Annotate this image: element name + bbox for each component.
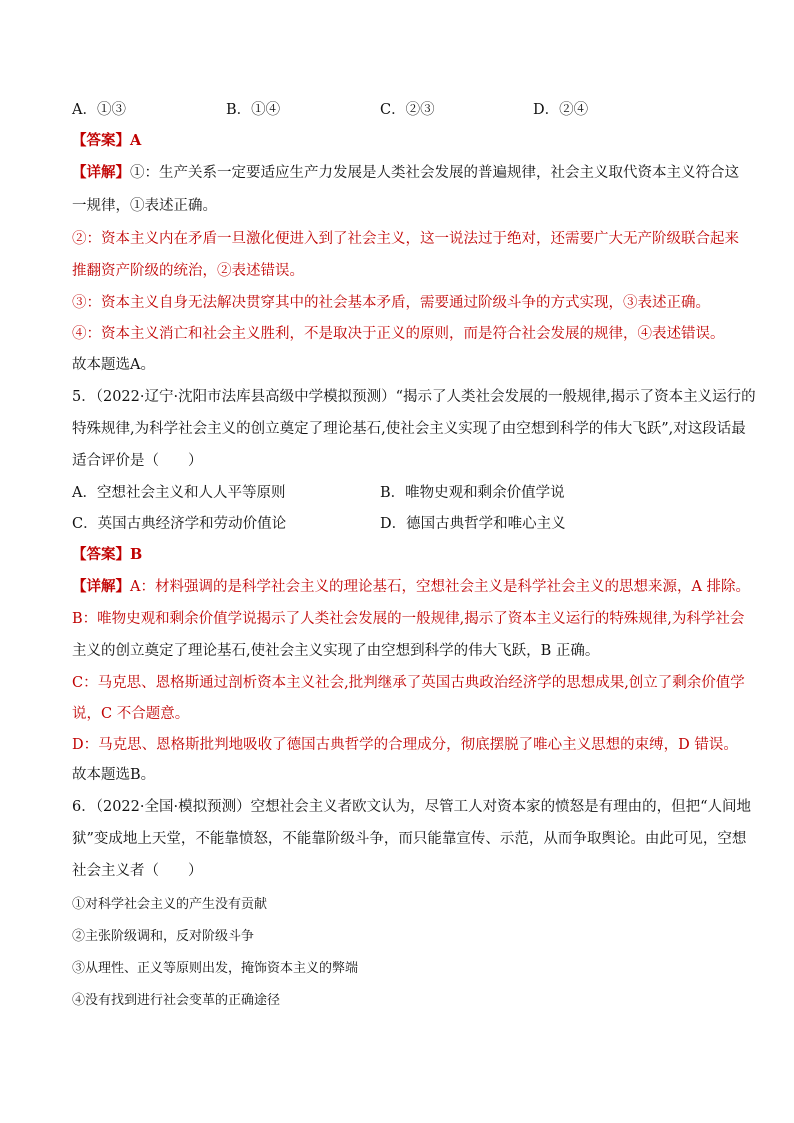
detail-tag: 【详解】 <box>72 164 130 181</box>
question-stem: 狱”变成地上天堂，不能靠愤怒，不能靠阶级斗争，而只能靠宣传、示范，从而争取舆论。由此可见，空想 <box>72 831 747 847</box>
statement-item: ③从理性、正义等原则出发，掩饰资本主义的弊端 <box>72 961 359 976</box>
option-b: B．①④ <box>226 102 281 118</box>
option-d: D．德国古典哲学和唯心主义 <box>380 516 566 532</box>
question-stem: 社会主义者（ ） <box>72 863 203 879</box>
option-c: C．英国古典经济学和劳动价值论 <box>72 516 287 532</box>
detail-line <box>72 163 739 183</box>
statement-item: ①对科学社会主义的产生没有贡献 <box>72 897 268 912</box>
detail-line: D：马克思、恩格斯批判地吸收了德国古典哲学的合理成分，彻底摆脱了唯心主义思想的束缚，D 错误。 <box>72 737 738 753</box>
option-c: C．②③ <box>380 102 435 118</box>
option-a: A．空想社会主义和人人平等原则 <box>72 485 286 501</box>
detail-text: A：材料强调的是科学社会主义的理论基石，空想社会主义是科学社会主义的思想来源，A 排除。 <box>130 579 751 595</box>
detail-line: 主义的创立奠定了理论基石,使社会主义实现了由空想到科学的伟大飞跃，B 正确。 <box>72 643 600 659</box>
question-stem: 特殊规律,为科学社会主义的创立奠定了理论基石,使社会主义实现了由空想到科学的伟大飞跃”,对这段话最 <box>72 421 746 437</box>
answer-label: 【答案】B <box>72 546 143 563</box>
detail-text: ①：生产关系一定要适应生产力发展是人类社会发展的普遍规律，社会主义取代资本主义符合这 <box>130 165 739 181</box>
detail-line: ②：资本主义内在矛盾一旦激化便进入到了社会主义，这一说法过于绝对，还需要广大无产阶级联合起来 <box>72 231 739 247</box>
option-d: D．②④ <box>533 102 589 118</box>
detail-tag: 【详解】 <box>72 578 130 595</box>
question-stem: 6．（2022·全国·模拟预测）空想社会主义者欧文认为，尽管工人对资本家的愤怒是有理由的，但把“人间地 <box>72 799 752 815</box>
detail-line: ③：资本主义自身无法解决贯穿其中的社会基本矛盾，需要通过阶级斗争的方式实现，③表述正确。 <box>72 295 710 311</box>
option-b: B．唯物史观和剩余价值学说 <box>380 485 565 501</box>
question-stem: 适合评价是（ ） <box>72 453 203 469</box>
detail-line: C：马克思、恩格斯通过剖析资本主义社会,批判继承了英国古典政治经济学的思想成果,创立了剩余价值学 <box>72 675 745 691</box>
option-a: A．①③ <box>72 102 126 118</box>
statement-item: ④没有找到进行社会变革的正确途径 <box>72 993 281 1008</box>
conclusion: 故本题选A。 <box>72 357 155 373</box>
answer-label: 【答案】A <box>72 132 142 149</box>
detail-line: B：唯物史观和剩余价值学说揭示了人类社会发展的一般规律,揭示了资本主义运行的特殊规律,为科学社会 <box>72 611 745 627</box>
detail-line: ④：资本主义消亡和社会主义胜利，不是取决于正义的原则，而是符合社会发展的规律，④表述错误。 <box>72 326 725 342</box>
question-stem: 5．（2022·辽宁·沈阳市法库县高级中学模拟预测）“揭示了人类社会发展的一般规律,揭示了资本主义运行的 <box>72 389 756 405</box>
detail-line: 推翻资产阶级的统治，②表述错误。 <box>72 263 304 279</box>
detail-line: 一规律，①表述正确。 <box>72 198 217 214</box>
statement-item: ②主张阶级调和，反对阶级斗争 <box>72 929 255 944</box>
detail-line <box>72 577 751 597</box>
conclusion: 故本题选B。 <box>72 767 156 783</box>
detail-line: 说，C 不合题意。 <box>72 706 190 722</box>
